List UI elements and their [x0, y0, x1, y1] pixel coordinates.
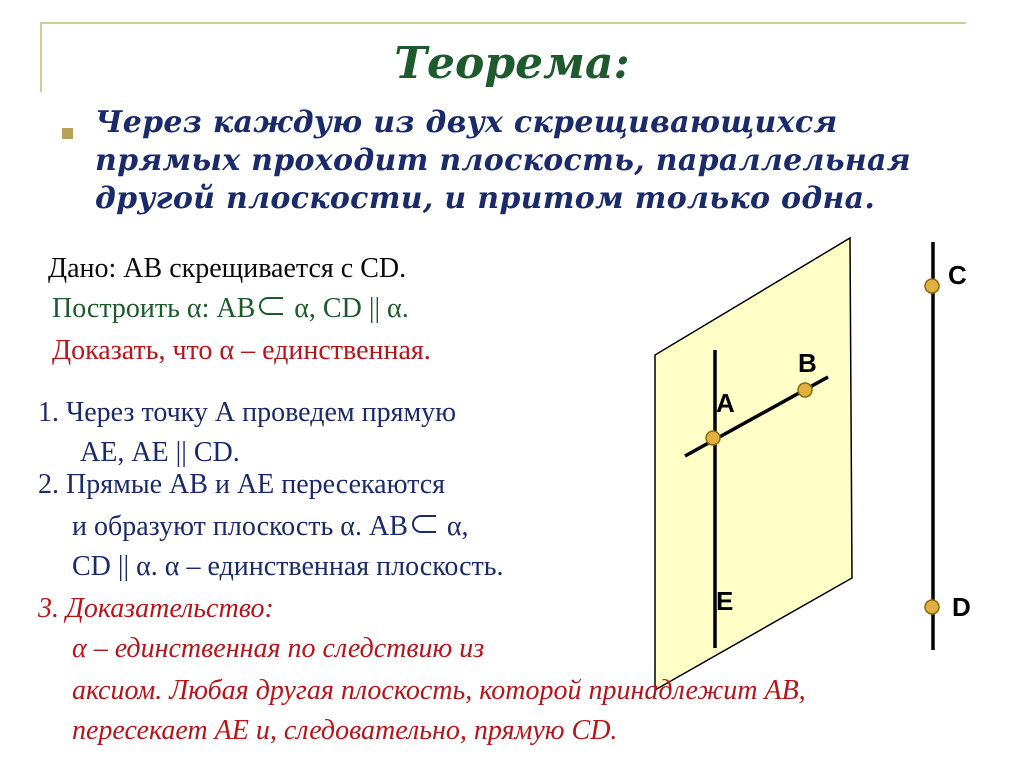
- step-3-line-1: 3. Доказательство:: [38, 593, 274, 624]
- given-dano: Дано: АВ скрещивается с СD.: [48, 253, 407, 284]
- step-1-line-1: 1. Через точку А проведем прямую: [38, 397, 457, 428]
- label-d: D: [952, 592, 971, 622]
- slide-title: Теорема:: [394, 38, 630, 89]
- given-build: Построить α: АВ α, СD || α.: [52, 293, 409, 324]
- given-prove: Доказать, что α – единственная.: [52, 335, 431, 366]
- step-2-line-1: 2. Прямые АВ и АЕ пересекаются: [38, 469, 446, 500]
- theorem-line-3: другой плоскости, и притом только одна.: [95, 181, 876, 216]
- subset-icon: [412, 515, 436, 533]
- theorem-line-1: Через каждую из двух скрещивающихся: [95, 105, 838, 140]
- label-c: С: [948, 260, 967, 290]
- step-3-line-3: аксиом. Любая другая плоскость, которой принадлежит АВ,: [72, 675, 806, 706]
- step-1-line-2: АЕ, АЕ || СD.: [80, 437, 240, 468]
- label-e: E: [716, 586, 734, 616]
- plane-alpha: [655, 238, 852, 690]
- step-2-line-2: и образуют плоскость α. АВ α,: [72, 511, 469, 542]
- point-a: [706, 431, 720, 445]
- point-b: [798, 383, 812, 397]
- subset-icon: [259, 297, 283, 315]
- label-a: А: [716, 388, 735, 418]
- label-b: В: [798, 348, 817, 378]
- step-3-line-4: пересекает АЕ и, следовательно, прямую СD.: [72, 715, 618, 746]
- point-c: [925, 279, 939, 293]
- step-2-line-3: СD || α. α – единственная плоскость.: [72, 551, 504, 582]
- theorem-line-2: прямых проходит плоскость, параллельная: [95, 143, 911, 178]
- step-3-line-2: α – единственная по следствию из: [72, 633, 485, 664]
- point-d: [925, 600, 939, 614]
